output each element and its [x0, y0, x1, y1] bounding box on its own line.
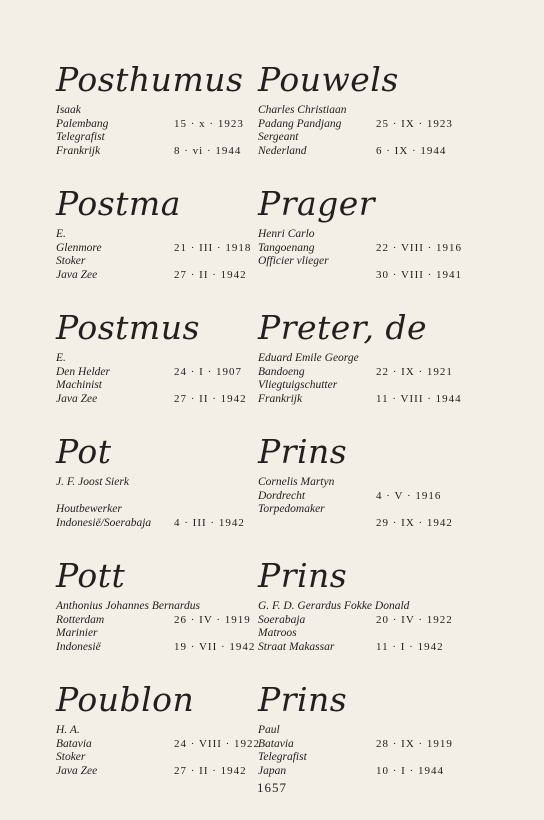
occupation: Vliegtuigschutter — [258, 379, 338, 391]
death-line — [56, 145, 286, 159]
register-entry — [258, 186, 488, 310]
surname-heading: Postma — [56, 184, 181, 223]
birth-place: Bandoeng — [258, 365, 305, 378]
death-place: Straat Makassar — [258, 640, 335, 653]
death-date: 27 · II · 1942 — [174, 764, 247, 777]
death-date: 6 · IX · 1944 — [376, 144, 447, 157]
register-entry — [258, 62, 488, 186]
death-line — [258, 393, 488, 407]
death-date: 27 · II · 1942 — [174, 392, 247, 405]
birth-date: 26 · IV · 1919 — [174, 613, 251, 626]
page-number: 1657 — [257, 780, 287, 795]
birth-line — [258, 614, 488, 628]
occupation-line — [56, 503, 286, 517]
birth-line — [56, 366, 286, 380]
given-names-line — [258, 104, 488, 118]
birth-date: 24 · VIII · 1922 — [174, 737, 261, 750]
birth-place: Padang Pandjang — [258, 117, 342, 130]
occupation: Machinist — [56, 379, 102, 391]
death-place: Frankrijk — [258, 392, 303, 405]
register-entry — [56, 186, 286, 310]
death-date: 11 · I · 1942 — [376, 640, 444, 653]
given-names: Henri Carlo — [258, 228, 315, 240]
death-date: 4 · III · 1942 — [174, 516, 245, 529]
death-place: Java Zee — [56, 268, 98, 281]
birth-line — [258, 366, 488, 380]
birth-date: 28 · IX · 1919 — [376, 737, 453, 750]
right-column — [258, 62, 488, 806]
death-line — [258, 765, 488, 779]
birth-place: Dordrecht — [258, 489, 306, 502]
occupation-line — [258, 131, 488, 145]
register-entry — [56, 310, 286, 434]
birth-line — [258, 490, 488, 504]
given-names: Paul — [258, 724, 280, 736]
given-names-line — [258, 228, 488, 242]
left-column — [56, 62, 286, 806]
death-place: Indonesië — [56, 640, 101, 653]
birth-line — [56, 242, 286, 256]
death-line — [258, 517, 488, 531]
birth-date: 22 · IX · 1921 — [376, 365, 453, 378]
birth-line — [56, 738, 286, 752]
occupation-line — [56, 751, 286, 765]
occupation: Stoker — [56, 751, 86, 763]
death-line — [56, 641, 286, 655]
occupation: Marinier — [56, 627, 98, 639]
birth-line — [56, 614, 286, 628]
register-entry — [56, 434, 286, 558]
death-date: 10 · I · 1944 — [376, 764, 444, 777]
death-place: Japan — [258, 764, 287, 777]
given-names: Cornelis Martyn — [258, 476, 335, 488]
surname-heading: Poublon — [56, 680, 195, 719]
occupation: Officier vlieger — [258, 255, 329, 267]
surname-heading: Pouwels — [258, 60, 399, 99]
occupation: Stoker — [56, 255, 86, 267]
birth-date: 15 · x · 1923 — [174, 117, 244, 130]
birth-date: 24 · I · 1907 — [174, 365, 242, 378]
surname-heading: Prager — [258, 184, 376, 223]
birth-date: 22 · VIII · 1916 — [376, 241, 463, 254]
register-entry — [258, 558, 488, 682]
register-entry — [56, 62, 286, 186]
given-names-line — [56, 228, 286, 242]
birth-place: Tangoenang — [258, 241, 315, 254]
birth-line — [56, 490, 286, 504]
birth-date: 21 · III · 1918 — [174, 241, 252, 254]
given-names: J. F. Joost Sierk — [56, 476, 129, 488]
surname-heading: Prins — [258, 680, 348, 719]
death-place: Nederland — [258, 144, 307, 157]
surname-heading: Pott — [56, 556, 126, 595]
occupation-line — [258, 627, 488, 641]
death-date: 19 · VII · 1942 — [174, 640, 256, 653]
birth-line — [56, 118, 286, 132]
birth-date: 25 · IX · 1923 — [376, 117, 453, 130]
birth-place: Soerabaja — [258, 613, 306, 626]
surname-heading: Posthumus — [56, 60, 244, 99]
birth-place: Den Helder — [56, 365, 110, 378]
given-names: E. — [56, 228, 66, 240]
register-entry — [258, 434, 488, 558]
given-names-line — [56, 476, 286, 490]
birth-line — [258, 242, 488, 256]
given-names-line — [56, 600, 286, 614]
surname-heading: Prins — [258, 556, 348, 595]
given-names: G. F. D. Gerardus Fokke Donald — [258, 600, 410, 612]
death-line — [258, 269, 488, 283]
death-date: 11 · VIII · 1944 — [376, 392, 462, 405]
death-date: 27 · II · 1942 — [174, 268, 247, 281]
death-line — [56, 765, 286, 779]
birth-place: Batavia — [258, 737, 294, 750]
death-place: Java Zee — [56, 392, 98, 405]
occupation-line — [56, 131, 286, 145]
occupation-line — [258, 751, 488, 765]
birth-place: Glenmore — [56, 241, 102, 254]
surname-heading: Postmus — [56, 308, 200, 347]
surname-heading: Preter, de — [258, 308, 428, 347]
death-line — [56, 269, 286, 283]
given-names-line — [56, 724, 286, 738]
given-names-line — [258, 352, 488, 366]
death-date: 29 · IX · 1942 — [376, 516, 453, 529]
death-place: Java Zee — [56, 764, 98, 777]
birth-date: 4 · V · 1916 — [376, 489, 442, 502]
surname-heading: Pot — [56, 432, 112, 471]
given-names: Charles Christiaan — [258, 104, 347, 116]
birth-place: Batavia — [56, 737, 92, 750]
death-date: 8 · vi · 1944 — [174, 144, 242, 157]
occupation-line — [56, 255, 286, 269]
occupation-line — [258, 255, 488, 269]
given-names: Isaak — [56, 104, 81, 116]
given-names: H. A. — [56, 724, 80, 736]
birth-line — [258, 738, 488, 752]
given-names-line — [258, 724, 488, 738]
death-place: Indonesië/Soerabaja — [56, 516, 152, 529]
occupation: Matroos — [258, 627, 297, 639]
surname-heading: Prins — [258, 432, 348, 471]
register-entry — [56, 558, 286, 682]
occupation: Telegrafist — [56, 131, 105, 143]
occupation-line — [258, 379, 488, 393]
occupation: Sergeant — [258, 131, 299, 143]
death-date: 30 · VIII · 1941 — [376, 268, 463, 281]
occupation: Telegrafist — [258, 751, 307, 763]
given-names-line — [56, 352, 286, 366]
given-names-line — [258, 600, 488, 614]
occupation-line — [56, 627, 286, 641]
given-names-line — [258, 476, 488, 490]
occupation-line — [56, 379, 286, 393]
birth-line — [258, 118, 488, 132]
death-line — [56, 393, 286, 407]
birth-place: Rotterdam — [56, 613, 105, 626]
given-names: E. — [56, 352, 66, 364]
occupation-line — [258, 503, 488, 517]
occupation: Houtbewerker — [56, 503, 122, 515]
death-line — [258, 641, 488, 655]
given-names-line — [56, 104, 286, 118]
given-names: Eduard Emile George — [258, 352, 359, 364]
birth-place: Palembang — [56, 117, 109, 130]
occupation: Torpedomaker — [258, 503, 325, 515]
death-line — [258, 145, 488, 159]
death-place: Frankrijk — [56, 144, 101, 157]
register-entry — [258, 310, 488, 434]
death-line — [56, 517, 286, 531]
birth-date: 20 · IV · 1922 — [376, 613, 453, 626]
given-names: Anthonius Johannes Bernardus — [56, 600, 200, 612]
